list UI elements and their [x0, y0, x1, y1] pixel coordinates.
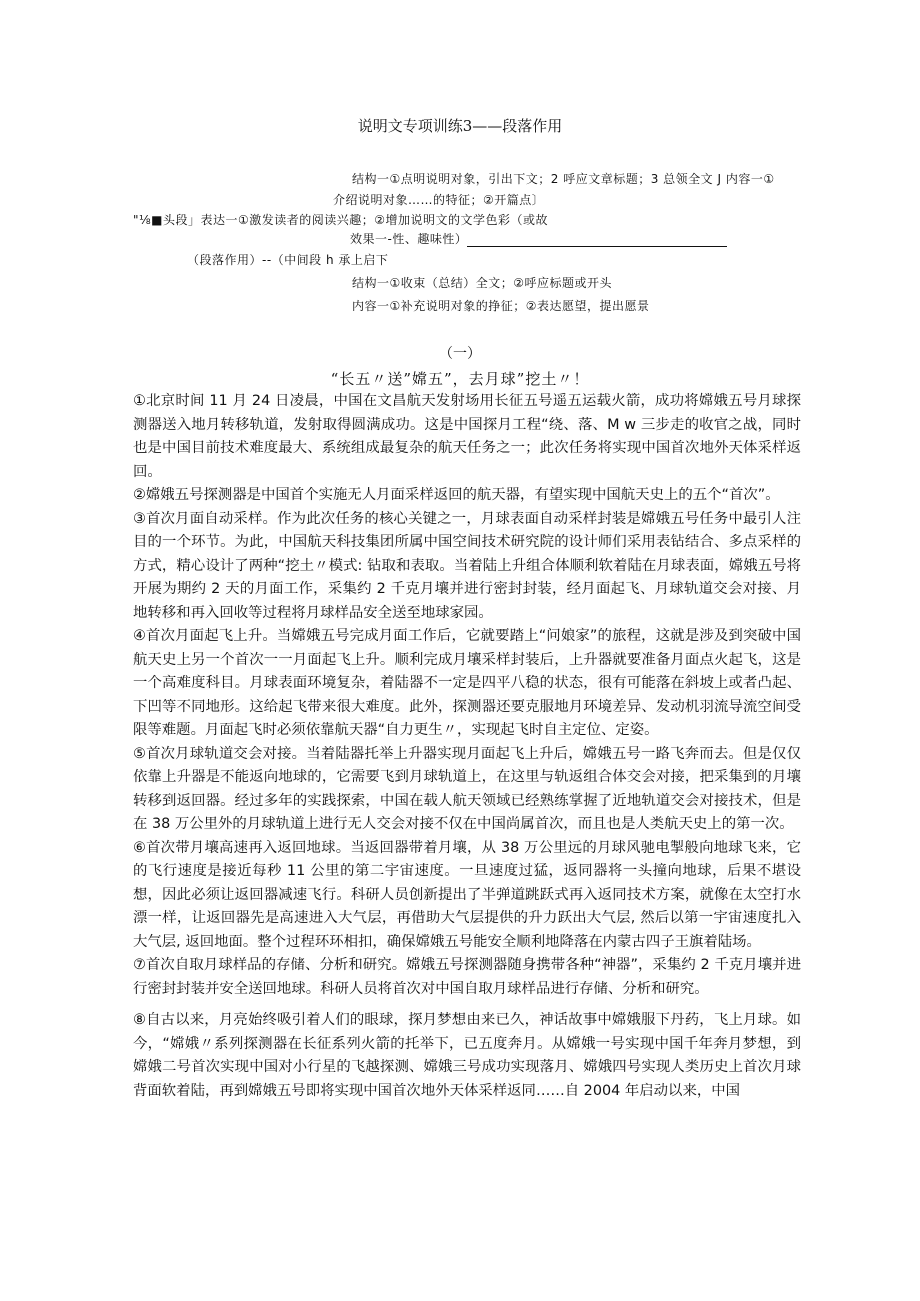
- answer-blank-line: [467, 234, 727, 247]
- note-line-3-text: "⅛■头段」表达一①激发读者的阅读兴趣；②增加说明文的文学色彩（或故: [133, 213, 549, 227]
- note-line-4-text: 效果一-性、趣味性）: [350, 232, 468, 246]
- paragraph-1: ①北京时间 11 月 24 日凌晨，中国在文昌航天发射场用长征五号遥五运载火箭，成功将嫦娥五号月球探测器送入地月转移轨道，发射取得圆满成功。这是中国探月工程“绕、落、M w 三步走的收官之战，同时也是中国目前技术难度最大、系统组成最复杂的航天任务之一；此次任务将实现中国首次地外天体采样返回。: [133, 393, 801, 480]
- paragraph-6: ⑥首次带月壤高速再入返回地球。当返回器带着月壤，从 38 万公里远的月球风驰电掣般向地球飞来，它的飞行速度是接近每秒 11 公里的第二宇宙速度。一旦速度过猛，返同器将一头撞向地球，后果不堪设想，因此必须让返回器减速飞行。科研人员创新提出了半弹道跳跃式再入返同技术方案，就像在太空打水漂一样，让返回器先是高速进入大气层，再借助大气层提供的升力跃出大气层, 然后以第一宇宙速度扎入大气层, 返回地面。整个过程环环相扣，确保嫦娥五号能安全顺利地降落在内蒙古四子王旗着陆场。: [133, 839, 801, 950]
- paragraph-5: ⑤首次月球轨道交会对接。当着陆器托举上升器实现月面起飞上升后，嫦娥五号一路飞奔而去。但是仅仅依靠上升器是不能返向地球的，它需要飞到月球轨道上，在这里与轨返组合体交会对接，把采集到的月壤转移到返回器。经过多年的实践探索，中国在载人航天领域已经熟练掌握了近地轨道交会对接技术，但是在 38 万公里外的月球轨道上进行无人交会对接不仅在中国尚属首次，而且也是人类航天史上的第一次。: [133, 745, 801, 832]
- paragraph-2: ②嫦娥五号探测器是中国首个实施无人月面采样返回的航天器，有望实现中国航天史上的五个“首次”。: [133, 487, 780, 503]
- note-line-1: 结构一①点明说明对象，引出下文；2 呼应文章标题；3 总领全文 J 内容一①: [352, 172, 775, 186]
- article-title: “长五〃送”嫦五”，去月球”挖土〃！: [330, 370, 590, 388]
- note-line-4: [350, 230, 727, 247]
- note-line-2: 介绍说明对象……的特征；②开篇点〕: [333, 193, 545, 207]
- section-label: （一）: [439, 346, 481, 362]
- note-line-3: [133, 211, 548, 228]
- paragraph-7: ⑦首次自取月球样品的存储、分析和研究。嫦娥五号探测器随身携带各种“神器”，采集约 2 千克月壤并进行密封封装并安全送回地球。科研人员将首次对中国自取月球样品进行存储、分析和研究。: [133, 957, 801, 997]
- note-line-5: （段落作用）--（中间段 h 承上启下: [187, 253, 389, 267]
- paragraph-8: ⑧自古以来，月亮始终吸引着人们的眼球，探月梦想由来已久，神话故事中嫦娥服下丹药，飞上月球。如今，“嫦娥〃系列探测器在长征系列火箭的托举下，已五度奔月。从嫦娥一号实现中国千年奔月梦想，到嫦娥二号首次实现中国对小行星的飞越探测、嫦娥三号成功实现落月、嫦娥四号实现人类历史上首次月球背面软着陆，再到嫦娥五号即将实现中国首次地外天体采样返同……自 2004 年启动以来，中国: [133, 1012, 801, 1099]
- note-line-6: 结构一①收束（总结）全文；②呼应标题或开头: [352, 276, 613, 290]
- paragraph-3: ③首次月面自动采样。作为此次任务的核心关键之一，月球表面自动采样封装是嫦娥五号任务中最引人注目的一个环节。为此，中国航天科技集团所属中国空间技术研究院的设计师们采用表钻结合、多点采样的方式，精心设计了两种“挖土〃模式: 钻取和表取。当着陆上升组合体顺利软着陆在月球表面，嫦娥五号将开展为期约 2 天的月面工作，采集约 2 千克月壤并进行密封封装，经月面起飞、月球轨道交会对接、月地转移和再入回收等过程将月球样品安全送至地球家园。: [133, 510, 801, 621]
- article-body: [133, 390, 801, 1103]
- page-title: 说明文专项训练3——段落作用: [357, 117, 563, 135]
- note-line-7: 内容一①补充说明对象的挣征；②表达愿望，提出愿景: [352, 299, 650, 313]
- paragraph-4: ④首次月面起飞上升。当嫦娥五号完成月面工作后，它就要踏上“问娘家”的旅程，这就是涉及到突破中国航天史上另一个首次一一月面起飞上升。顺利完成月壤采样封装后，上升器就要准备月面点火起飞，这是一个高难度科目。月球表面环境复杂，着陆器不一定是四平八稳的状态，很有可能落在斜坡上或者凸起、下凹等不同地形。这给起飞带来很大难度。此外，探测器还要克服地月环境差异、发动机羽流导流空间受限等难题。月面起飞时必须依靠航天器“自力更生〃，实现起飞时自主定位、定姿。: [133, 628, 801, 738]
